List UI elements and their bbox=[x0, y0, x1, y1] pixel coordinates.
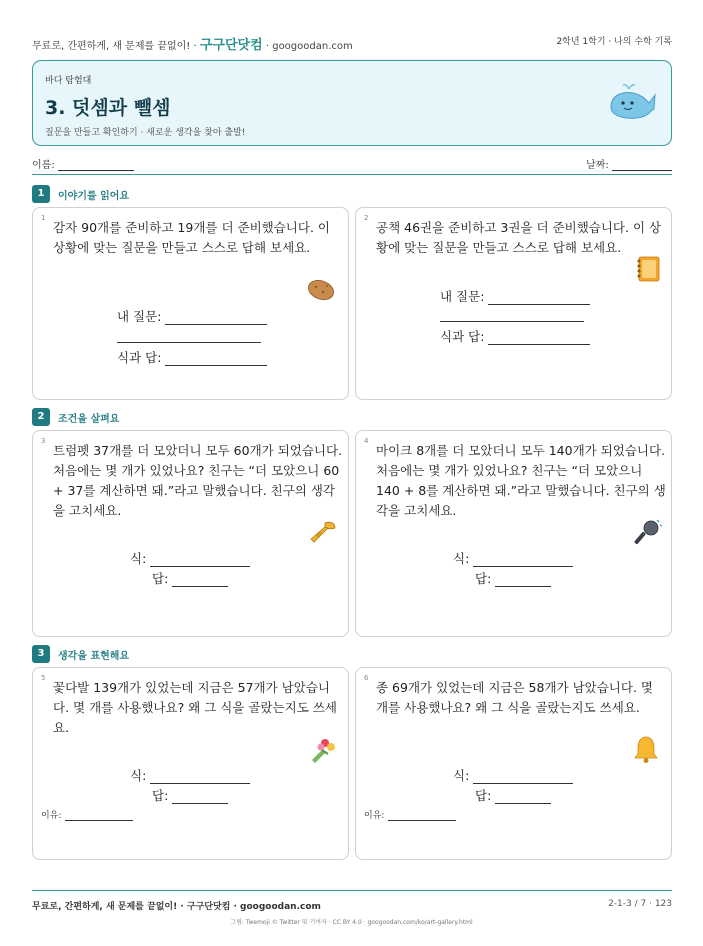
question-label: 내 질문: bbox=[440, 289, 485, 304]
answer-line[interactable] bbox=[117, 348, 267, 366]
name-blank[interactable] bbox=[58, 161, 134, 171]
trumpet-icon bbox=[308, 517, 338, 547]
problem-text: 마이크 8개를 더 모았더니 모두 140개가 되었습니다. 처음에는 몇 개가 있었나요? 친구는 “더 모았으니 140 + 8를 계산하면 돼.”라고 말했습니다. 친구의 생각을 고치세요. bbox=[376, 443, 666, 518]
problem-text: 공책 46권을 준비하고 3권을 더 준비했습니다. 이 상황에 맞는 질문을 만들고 스스로 답해 보세요. bbox=[376, 220, 662, 255]
reason-line[interactable] bbox=[41, 808, 133, 821]
expression-line[interactable] bbox=[130, 549, 250, 567]
grade-info: 2학년 1학기 · 나의 수학 기록 bbox=[556, 37, 672, 47]
problem-text: 트럼펫 37개를 더 모았더니 모두 60개가 되었습니다. 처음에는 몇 개가 있었나요? 친구는 “더 모았으니 60 + 37를 계산하면 돼.”라고 말했습니다. 친구의 생각을 고치세요. bbox=[53, 443, 343, 518]
title-banner bbox=[32, 60, 672, 146]
page-number: 2-1-3 / 7 · 123 bbox=[608, 899, 672, 909]
expression-label: 식: bbox=[130, 551, 147, 566]
answer-blank[interactable] bbox=[172, 791, 228, 804]
problem-text: 종 69개가 있었는데 지금은 58개가 남았습니다. 몇 개를 사용했나요? 왜 그 식을 골랐는지도 쓰세요. bbox=[376, 680, 653, 715]
potato-icon bbox=[306, 274, 336, 304]
banner-kicker: 바다 탐험대 bbox=[45, 76, 92, 86]
whale-icon bbox=[607, 79, 657, 123]
answer-label: 답: bbox=[152, 571, 169, 586]
notebook-icon bbox=[633, 254, 663, 284]
page-title: 3. 덧셈과 뺄셈 bbox=[45, 97, 171, 119]
date-blank[interactable] bbox=[612, 161, 672, 171]
section-title: 이야기를 읽어요 bbox=[58, 191, 130, 202]
bouquet-icon bbox=[308, 734, 338, 764]
reason-line[interactable] bbox=[364, 808, 456, 821]
answer-label: 답: bbox=[475, 571, 492, 586]
expression-label: 식: bbox=[453, 768, 470, 783]
expression-label: 식: bbox=[453, 551, 470, 566]
image-credit: 그림: Twemoji © Twitter 및 기여자 · CC BY 4.0 · googoodan.com/ko/art-gallery.html bbox=[230, 919, 473, 926]
date-field[interactable] bbox=[586, 156, 672, 171]
site-url[interactable]: · googoodan.com bbox=[265, 41, 353, 52]
question-line[interactable] bbox=[117, 307, 267, 325]
problem-number: 2 bbox=[364, 214, 369, 222]
question-blank-2[interactable] bbox=[440, 309, 584, 322]
answer-label: 답: bbox=[152, 788, 169, 803]
expression-blank[interactable] bbox=[473, 771, 573, 784]
footer-tagline: 무료로, 간편하게, 새 문제를 끝없이! · 구구단닷컴 · googoodan.com bbox=[32, 902, 321, 912]
section-number: 3 bbox=[32, 645, 50, 663]
problem-card-3 bbox=[32, 430, 349, 637]
problem-card-2 bbox=[355, 207, 672, 400]
section-number: 2 bbox=[32, 408, 50, 426]
top-bar bbox=[32, 32, 672, 53]
header-left bbox=[32, 34, 353, 53]
answer-line[interactable] bbox=[475, 569, 551, 587]
problem-number: 4 bbox=[364, 437, 369, 445]
question-label: 내 질문: bbox=[117, 309, 162, 324]
expression-line[interactable] bbox=[453, 766, 573, 784]
reason-blank[interactable] bbox=[388, 812, 456, 821]
answer-line[interactable] bbox=[475, 786, 551, 804]
answer-blank[interactable] bbox=[495, 791, 551, 804]
problem-card-5 bbox=[32, 667, 349, 860]
answer-line[interactable] bbox=[152, 569, 228, 587]
problem-number: 3 bbox=[41, 437, 46, 445]
expression-blank[interactable] bbox=[150, 771, 250, 784]
name-label: 이름: bbox=[32, 160, 55, 171]
section-number: 1 bbox=[32, 185, 50, 203]
answer-label: 식과 답: bbox=[117, 350, 162, 365]
answer-line[interactable] bbox=[152, 786, 228, 804]
answer-blank[interactable] bbox=[495, 574, 551, 587]
problem-number: 5 bbox=[41, 674, 46, 682]
problem-number: 6 bbox=[364, 674, 369, 682]
section-title: 생각을 표현해요 bbox=[58, 651, 130, 662]
reason-label: 이유: bbox=[41, 811, 62, 821]
expression-line[interactable] bbox=[453, 549, 573, 567]
problem-text: 꽃다발 139개가 있었는데 지금은 57개가 남았습니다. 몇 개를 사용했나요? 왜 그 식을 골랐는지도 쓰세요. bbox=[53, 680, 337, 735]
name-field[interactable] bbox=[32, 156, 134, 171]
bell-icon bbox=[631, 734, 661, 764]
brand-name[interactable]: 구구단닷컴 bbox=[199, 38, 263, 53]
question-line-2[interactable] bbox=[117, 328, 261, 343]
banner-subtitle: 질문을 만들고 확인하기 · 새로운 생각을 찾아 출발! bbox=[45, 128, 246, 138]
question-blank-2[interactable] bbox=[117, 330, 261, 343]
section-title: 조건을 살펴요 bbox=[58, 414, 120, 425]
problem-text: 감자 90개를 준비하고 19개를 더 준비했습니다. 이 상황에 맞는 질문을 만들고 스스로 답해 보세요. bbox=[53, 220, 330, 255]
problem-number: 1 bbox=[41, 214, 46, 222]
question-line-2[interactable] bbox=[440, 307, 584, 322]
expression-label: 식: bbox=[130, 768, 147, 783]
answer-line[interactable] bbox=[440, 327, 590, 345]
date-label: 날짜: bbox=[586, 160, 609, 171]
question-blank[interactable] bbox=[488, 292, 590, 305]
question-line[interactable] bbox=[440, 287, 590, 305]
problem-card-6 bbox=[355, 667, 672, 860]
answer-blank[interactable] bbox=[488, 332, 590, 345]
reason-blank[interactable] bbox=[65, 812, 133, 821]
answer-label: 식과 답: bbox=[440, 329, 485, 344]
expression-blank[interactable] bbox=[150, 554, 250, 567]
footer bbox=[32, 890, 672, 920]
answer-blank[interactable] bbox=[165, 353, 267, 366]
answer-label: 답: bbox=[475, 788, 492, 803]
microphone-icon bbox=[633, 517, 663, 547]
problem-card-1 bbox=[32, 207, 349, 400]
reason-label: 이유: bbox=[364, 811, 385, 821]
question-blank[interactable] bbox=[165, 312, 267, 325]
answer-blank[interactable] bbox=[172, 574, 228, 587]
header-tagline: 무료로, 간편하게, 새 문제를 끝없이! · bbox=[32, 41, 197, 52]
name-date-row bbox=[32, 155, 672, 175]
expression-line[interactable] bbox=[130, 766, 250, 784]
expression-blank[interactable] bbox=[473, 554, 573, 567]
problem-card-4 bbox=[355, 430, 672, 637]
